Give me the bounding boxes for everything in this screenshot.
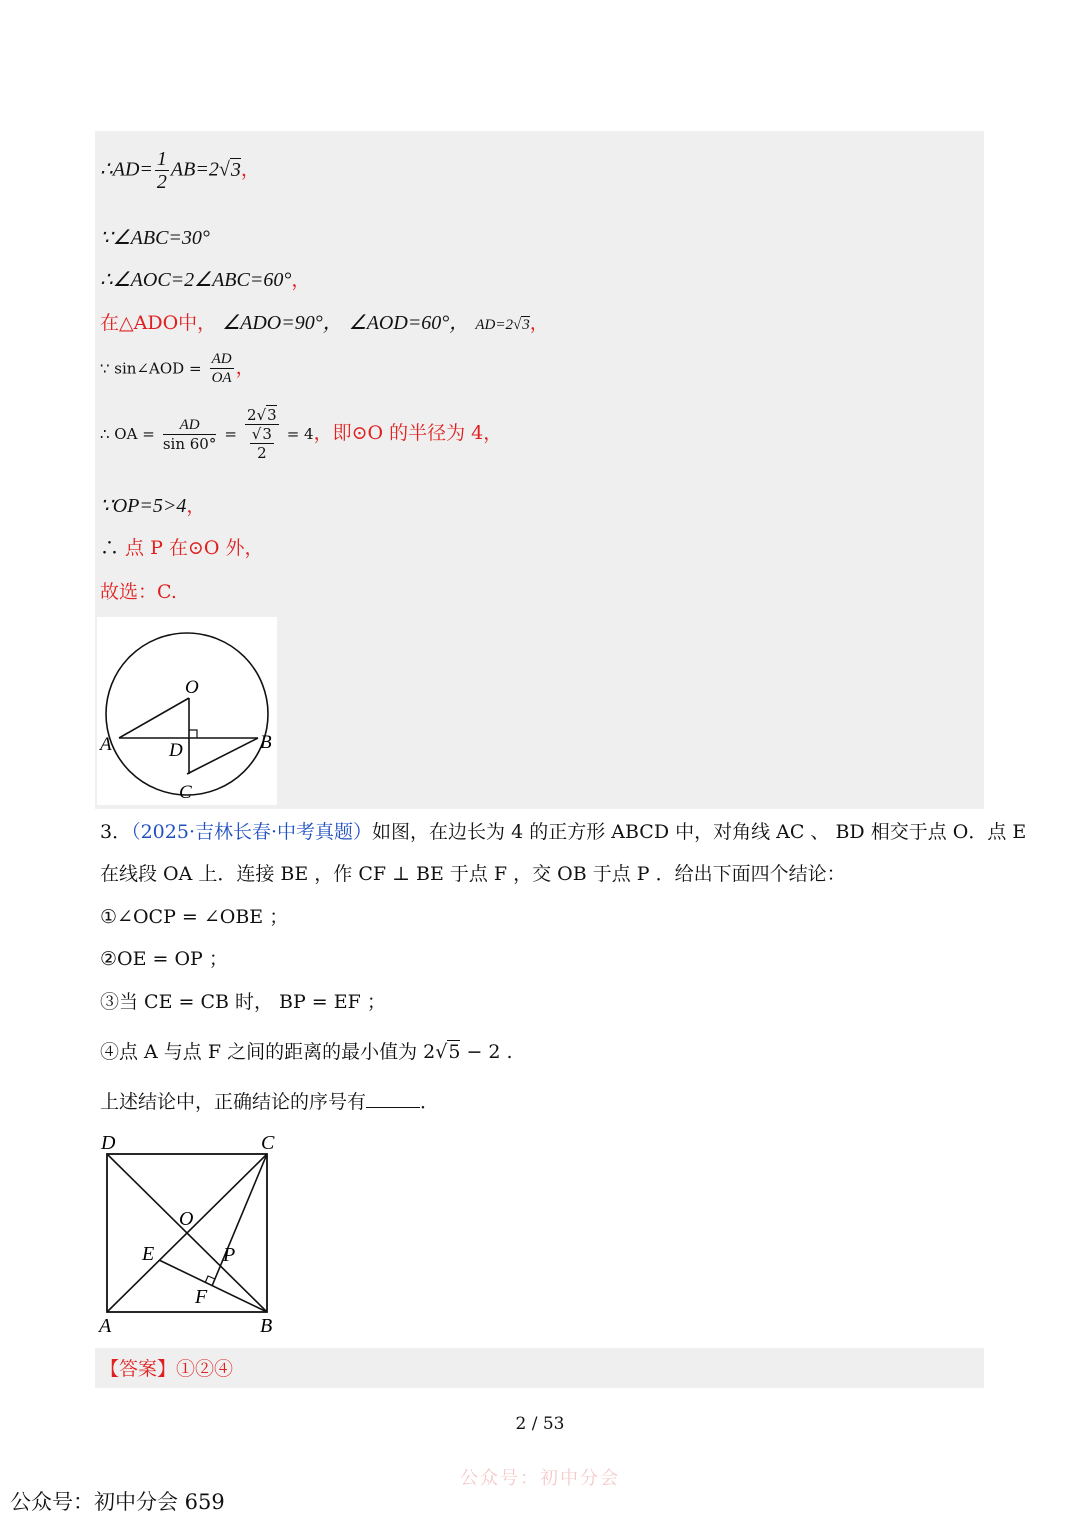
watermark: 公众号：初中分会 bbox=[460, 1468, 620, 1489]
problem-line-1: 3．（2025·吉林长春·中考真题）如图，在边长为 4 的正方形 ABCD 中，对角线 AC 、 BD 相交于点 O．点 E bbox=[100, 821, 1027, 843]
conclusion-1: ①∠OCP = ∠OBE ； bbox=[100, 906, 289, 928]
figure2-label-B: B bbox=[260, 1315, 273, 1337]
figure2-label-D: D bbox=[101, 1132, 116, 1154]
figure1-label-C: C bbox=[179, 782, 192, 803]
solution-line-3: ∴∠AOC=2∠ABC=60°， bbox=[100, 269, 311, 291]
figure1-label-O: O bbox=[185, 677, 199, 698]
problem-line-2: 在线段 OA 上．连接 BE ，作 CF ⊥ BE 于点 F ，交 OB 于点 P ．给出下面四个结论： bbox=[100, 863, 846, 885]
figure2-label-P: P bbox=[223, 1244, 236, 1266]
figure2-label-E: E bbox=[142, 1243, 155, 1265]
figure2-label-A: A bbox=[99, 1315, 112, 1337]
figure-square bbox=[95, 1128, 295, 1340]
answer-value: ①②④ bbox=[176, 1358, 234, 1380]
page-number: 2 / 53 bbox=[515, 1414, 565, 1434]
solution-line-9: 故选：C. bbox=[100, 581, 177, 603]
solution-line-2: ∵∠ABC=30° bbox=[100, 227, 210, 249]
answer-label: 【答案】 bbox=[100, 1358, 177, 1380]
conclusion-2: ②OE = OP ； bbox=[100, 948, 228, 970]
solution-line-1: ∴AD= $\frac{1}{2}$ AB=2√3， bbox=[100, 148, 260, 193]
figure1-label-A: A bbox=[100, 734, 112, 755]
answer-line bbox=[100, 1357, 233, 1381]
figure-circle bbox=[97, 617, 277, 805]
account-caption: 公众号：初中分会 659 bbox=[10, 1490, 225, 1514]
solution-line-6: ∴ OA = $\frac{AD}{\sin 60^\circ}$ = $\frac{2√3}{\frac{√3}{2}}$ = 4，即⊙O 的半径为 4， bbox=[100, 406, 503, 462]
figure1-label-D: D bbox=[169, 740, 183, 761]
figure2-label-O: O bbox=[179, 1208, 194, 1230]
figure2-label-C: C bbox=[261, 1132, 275, 1154]
solution-line-5: ∵ sin∠AOD = $\frac{AD}{OA}$ ， bbox=[100, 351, 255, 386]
solution-line-7: ∵OP=5>4， bbox=[100, 495, 206, 517]
figure1-label-B: B bbox=[260, 732, 272, 753]
conclusion-4: ④点 A 与点 F 之间的距离的最小值为 2√5 − 2 . bbox=[100, 1041, 513, 1063]
solution-line-8: ∴ 点 P 在⊙O 外， bbox=[100, 537, 264, 559]
solution-line-4: 在△ADO中， ∠ADO=90°， ∠AOD=60°， AD=2√3， bbox=[100, 312, 549, 334]
conclusion-3: ③当 CE = CB 时， BP = EF ； bbox=[100, 991, 386, 1013]
answer-blank[interactable] bbox=[366, 1089, 420, 1108]
figure2-label-F: F bbox=[195, 1286, 208, 1308]
problem-question: 上述结论中，正确结论的序号有 ． bbox=[100, 1091, 440, 1113]
